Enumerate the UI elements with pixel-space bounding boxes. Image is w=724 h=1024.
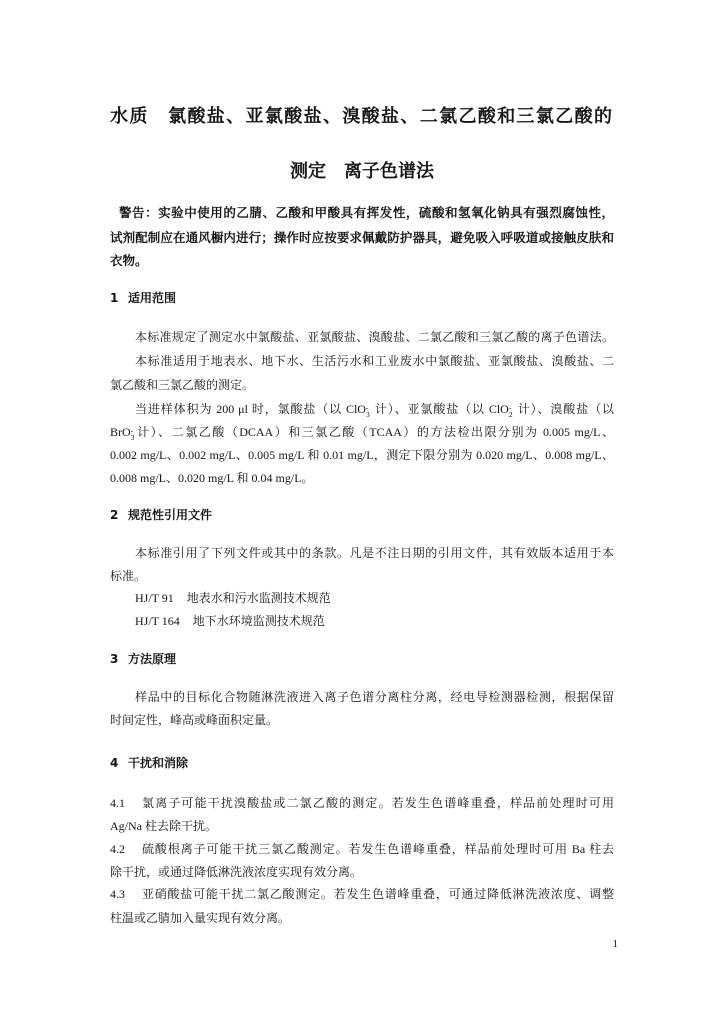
paragraph-line: 0.008 mg/L、0.020 mg/L 和 0.04 mg/L。 <box>110 471 314 485</box>
text-segment: 计）、二氯乙酸（DCAA）和三氯乙酸（TCAA）的方法检出限分别为 0.005 mg/L、 <box>135 425 614 439</box>
section-number: 2 <box>110 508 119 522</box>
superscript: - <box>130 426 134 435</box>
text-segment: 当进样体积为 200 μl 时，氯酸盐（以 ClO <box>135 402 366 416</box>
section-number: 1 <box>110 291 119 305</box>
paragraph-line: 时间定性，峰高或峰面积定量。 <box>110 713 279 727</box>
reference-item <box>135 589 614 607</box>
reference-item <box>135 612 614 630</box>
paragraph-line <box>110 423 614 441</box>
clause-text: 亚硝酸盐可能干扰二氯乙酸测定。若发生色谱峰重叠，可通过降低淋洗液浓度、调整 <box>142 887 614 901</box>
paragraph-line: 本标准适用于地表水、地下水、生活污水和工业废水中氯酸盐、亚氯酸盐、溴酸盐、二 <box>135 354 614 368</box>
clause-line <box>110 885 614 903</box>
clause-number: 4.3 <box>110 887 125 901</box>
page-number: 1 <box>612 938 618 950</box>
subscript: 2 <box>508 410 513 418</box>
section-heading <box>110 650 614 668</box>
clause-text: 硫酸根离子可能干扰三氯乙酸测定。若发生色谱峰重叠，样品前处理时可用 Ba 柱去 <box>142 842 614 856</box>
subscript: 3 <box>130 433 135 441</box>
warning-line: 衣物。 <box>110 254 148 268</box>
section-title: 适用范围 <box>128 291 177 305</box>
section-number: 3 <box>110 652 119 666</box>
section-heading <box>110 506 614 524</box>
paragraph-line: 本标准规定了测定水中氯酸盐、亚氯酸盐、溴酸盐、二氯乙酸和三氯乙酸的离子色谱法。 <box>135 330 614 344</box>
paragraph-line: 氯乙酸和三氯乙酸的测定。 <box>110 378 255 392</box>
reference-title: 地表水和污水监测技术规范 <box>186 591 331 605</box>
title-line-1: 水质 氯酸盐、亚氯酸盐、溴酸盐、二氯乙酸和三氯乙酸的 <box>110 106 612 127</box>
warning-line: 试剂配制应在通风橱内进行；操作时应按要求佩戴防护器具，避免吸入呼吸道或接触皮肤和 <box>110 231 614 245</box>
clause-number: 4.2 <box>110 842 125 856</box>
subscript: 3 <box>365 410 370 418</box>
section-number: 4 <box>110 756 119 770</box>
section-heading <box>110 754 614 772</box>
clause-number: 4.1 <box>110 796 125 810</box>
clause-line <box>110 794 614 812</box>
section-heading <box>110 289 614 307</box>
clause-line: Ag/Na 柱去除干扰。 <box>110 819 217 833</box>
clause-text: 氯离子可能干扰溴酸盐或二氯乙酸的测定。若发生色谱峰重叠，样品前处理时可用 <box>142 796 614 810</box>
superscript: - <box>365 403 369 412</box>
clause-line <box>110 840 614 858</box>
warning-line: 警告：实验中使用的乙腈、乙酸和甲酸具有挥发性，硫酸和氢氧化钠具有强烈腐蚀性， <box>119 206 614 220</box>
text-segment: 计）、亚氯酸盐（以 ClO <box>370 402 509 416</box>
paragraph-line: 标准。 <box>110 569 147 583</box>
superscript: - <box>508 403 512 412</box>
section-title: 规范性引用文件 <box>128 508 213 522</box>
reference-code: HJ/T 164 <box>135 614 180 628</box>
text-segment: BrO <box>110 425 131 439</box>
text-segment: 计）、溴酸盐（以 <box>513 402 614 416</box>
paragraph-line <box>135 400 614 418</box>
paragraph-line: 0.002 mg/L、0.002 mg/L、0.005 mg/L 和 0.01 mg/L，测定下限分别为 0.020 mg/L、0.008 mg/L、 <box>110 448 614 462</box>
reference-title: 地下水环境监测技术规范 <box>192 614 325 628</box>
section-title: 干扰和消除 <box>128 756 189 770</box>
title-line-2: 测定 离子色谱法 <box>290 161 434 182</box>
clause-line: 柱温或乙腈加入量实现有效分离。 <box>110 911 291 925</box>
section-title: 方法原理 <box>128 652 177 666</box>
paragraph-line: 样品中的目标化合物随淋洗液进入离子色谱分离柱分离，经电导检测器检测，根据保留 <box>135 690 614 704</box>
clause-line: 除干扰，或通过降低淋洗液浓度实现有效分离。 <box>110 865 363 879</box>
reference-code: HJ/T 91 <box>135 591 174 605</box>
paragraph-line: 本标准引用了下列文件或其中的条款。凡是不注日期的引用文件，其有效版本适用于本 <box>135 546 614 560</box>
